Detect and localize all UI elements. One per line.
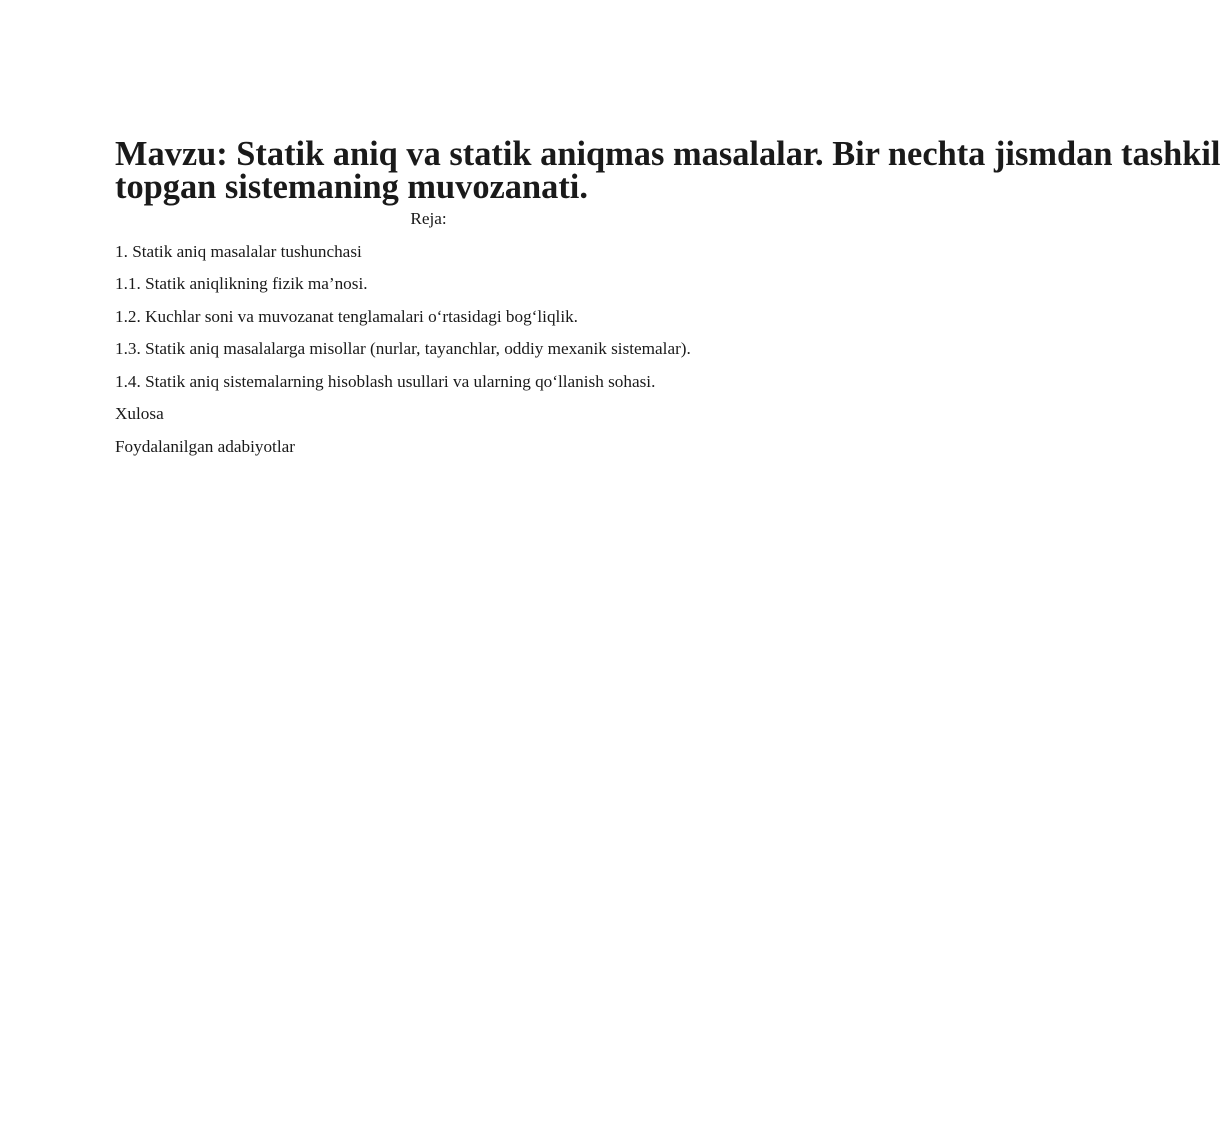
plan-item: 1. Statik aniq masalalar tushunchasi [115, 241, 362, 261]
title-line-2: topgan sistemaning muvozanati. [115, 167, 588, 206]
plan-item: 1.1. Statik aniqlikning fizik ma’nosi. [115, 274, 368, 293]
page-content [115, 135, 1220, 463]
plan-item: 1.2. Kuchlar soni va muvozanat tenglamalari o‘rtasidagi bog‘liqlik. [115, 306, 578, 326]
plan-item: 1.3. Statik aniq masalalarga misollar (nurlar, tayanchlar, oddiy mexanik sistemalar). [115, 339, 691, 358]
document-title [115, 135, 1220, 206]
plan-item-conclusion: Xulosa [115, 404, 164, 423]
plan-item-references: Foydalanilgan adabiyotlar [115, 436, 295, 456]
plan-heading: Reja: [410, 209, 447, 228]
plan-list [115, 236, 742, 464]
plan-item: 1.4. Statik aniq sistemalarning hisoblash usullari va ularning qo‘llanish sohasi. [115, 371, 656, 391]
title-line-1: Mavzu: Statik aniq va statik aniqmas masalalar. Bir nechta jismdan tashkil [115, 135, 1220, 173]
